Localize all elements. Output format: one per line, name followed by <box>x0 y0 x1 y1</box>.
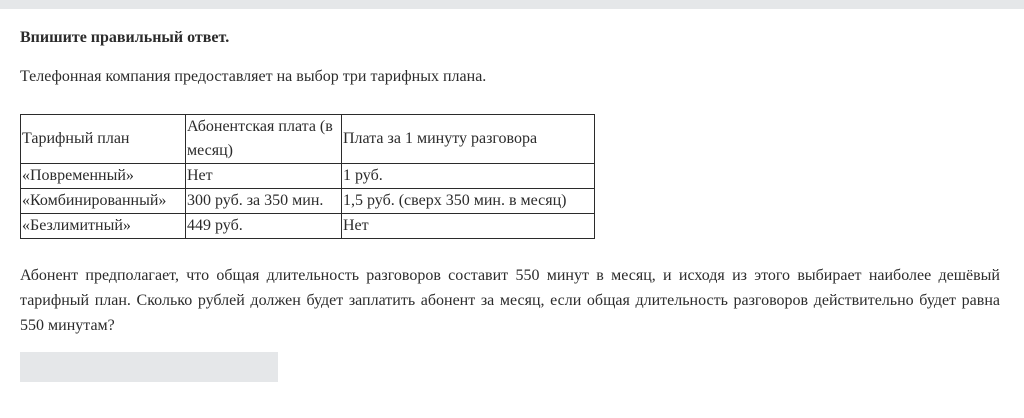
table-row <box>21 189 595 214</box>
header-cell-plan: Тарифный план <box>21 115 186 164</box>
task-instruction: Впишите правильный ответ. <box>20 29 230 46</box>
table-cell: 300 руб. за 350 мин. <box>186 189 342 214</box>
answer-input[interactable] <box>20 352 278 382</box>
task-intro: Телефонная компания предоставляет на выбор три тарифных плана. <box>20 68 487 85</box>
table-cell: 1,5 руб. (сверх 350 мин. в месяц) <box>342 189 595 214</box>
task-question: Абонент предполагает, что общая длительность разговоров составит 550 минут в месяц, и исходя из этого выбирает наиболее дешёвый тарифный план. Сколько рублей должен будет заплатить абонент за месяц, если общая длительность разговоров действительно будет равна 550 минутам? <box>20 267 1000 334</box>
table-cell: Нет <box>342 214 595 239</box>
tariff-table <box>20 114 595 239</box>
table-cell: Нет <box>186 164 342 189</box>
table-row <box>21 164 595 189</box>
table-cell: 1 руб. <box>342 164 595 189</box>
table-cell: «Повременный» <box>21 164 186 189</box>
top-bar <box>0 0 1024 9</box>
table-row <box>21 214 595 239</box>
header-cell-fee: Абонентская плата (в месяц) <box>186 115 342 164</box>
table-header-row <box>21 115 595 164</box>
header-cell-minute-price: Плата за 1 минуту разговора <box>342 115 595 164</box>
table-cell: «Комбинированный» <box>21 189 186 214</box>
table-cell: 449 руб. <box>186 214 342 239</box>
table-cell: «Безлимитный» <box>21 214 186 239</box>
task-content <box>20 27 1000 382</box>
